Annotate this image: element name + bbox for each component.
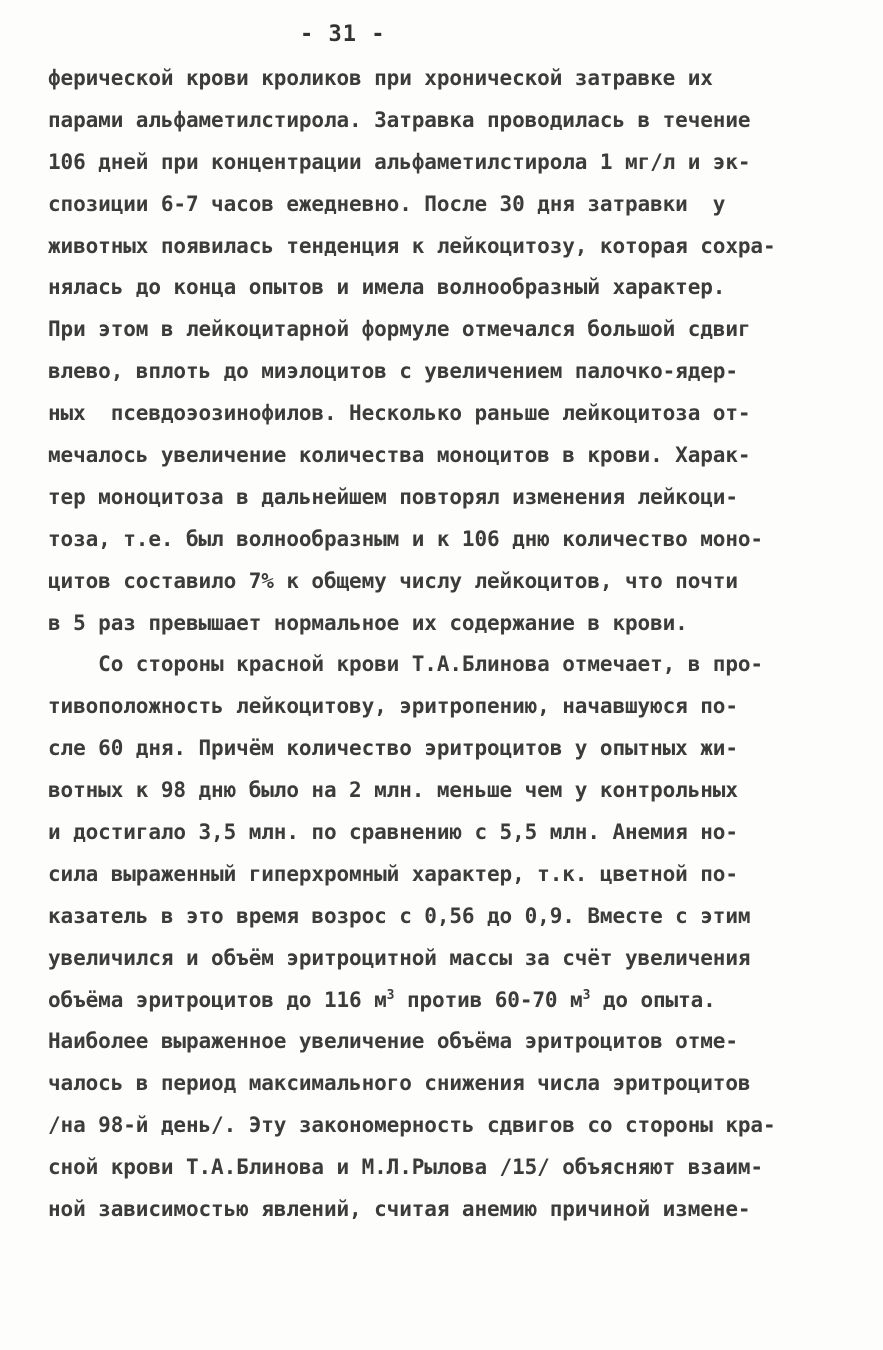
- text-fragment: против 60-70: [394, 987, 571, 1012]
- text-line: Наиболее выраженное увеличение объёма эритроцитов отме-: [48, 1029, 738, 1054]
- text-line: ной зависимостью явлений, считая анемию причиной измене-: [48, 1197, 751, 1222]
- text-line: и достигало 3,5 млн. по сравнению с 5,5 млн. Анемия но-: [48, 820, 738, 845]
- text-line: тивоположность лейкоцитову, эритропению, начавшуюся по-: [48, 694, 738, 719]
- text-line: животных появилась тенденция к лейкоцитозу, которая сохра-: [48, 233, 776, 258]
- text-line: сле 60 дня. Причём количество эритроцитов у опытных жи-: [48, 736, 738, 761]
- text-line: 106 дней при концентрации альфаметилстирола 1 мг/л и эк-: [48, 149, 751, 174]
- text-line: тоза, т.е. был волнообразным и к 106 дню количество моно-: [48, 526, 763, 551]
- text-fragment: объёма эритроцитов до 116: [48, 987, 375, 1012]
- text-line: цитов составило 7% к общему числу лейкоцитов, что почти: [48, 568, 738, 593]
- unit-symbol: м: [570, 987, 583, 1012]
- text-line: сила выраженный гиперхромный характер, т.к. цветной по-: [48, 861, 738, 886]
- text-line: парами альфаметилстирола. Затравка проводилась в течение: [48, 107, 751, 132]
- page-number: - 31 -: [300, 22, 386, 47]
- text-line: влево, вплоть до миэлоцитов с увеличением палочко-ядер-: [48, 359, 738, 384]
- text-line: ных псевдоэозинофилов. Несколько раньше лейкоцитоза от-: [48, 401, 751, 426]
- text-line: сной крови Т.А.Блинова и М.Л.Рылова /15/ объясняют взаим-: [48, 1155, 763, 1180]
- text-line: казатель в это время возрос с 0,56 до 0,9. Вместе с этим: [48, 903, 751, 928]
- text-line: в 5 раз превышает нормальное их содержание в крови.: [48, 610, 688, 635]
- text-line: Со стороны красной крови Т.А.Блинова отмечает, в про-: [48, 652, 763, 677]
- text-line: увеличился и объём эритроцитной массы за счёт увеличения: [48, 945, 751, 970]
- text-fragment: до опыта.: [590, 987, 716, 1012]
- text-line: /на 98-й день/. Эту закономерность сдвигов со стороны кра-: [48, 1113, 776, 1138]
- body-text: [48, 58, 848, 1231]
- text-line: При этом в лейкоцитарной формуле отмечался большой сдвиг: [48, 317, 751, 342]
- text-line: тер моноцитоза в дальнейшем повторял изменения лейкоци-: [48, 484, 738, 509]
- text-line: нялась до конца опытов и имела волнообразный характер.: [48, 275, 726, 300]
- text-line: мечалось увеличение количества моноцитов в крови. Харак-: [48, 443, 751, 468]
- text-line-with-units: [48, 980, 848, 1022]
- superscript: 3: [386, 987, 395, 1003]
- superscript: 3: [582, 987, 591, 1003]
- text-line: вотных к 98 дню было на 2 млн. меньше чем у контрольных: [48, 778, 738, 803]
- text-line: чалось в период максимального снижения числа эритроцитов: [48, 1071, 751, 1096]
- text-line: спозиции 6-7 часов ежедневно. После 30 дня затравки у: [48, 191, 726, 216]
- text-line: ферической крови кроликов при хронической затравке их: [48, 66, 713, 90]
- unit-symbol: м: [374, 987, 387, 1012]
